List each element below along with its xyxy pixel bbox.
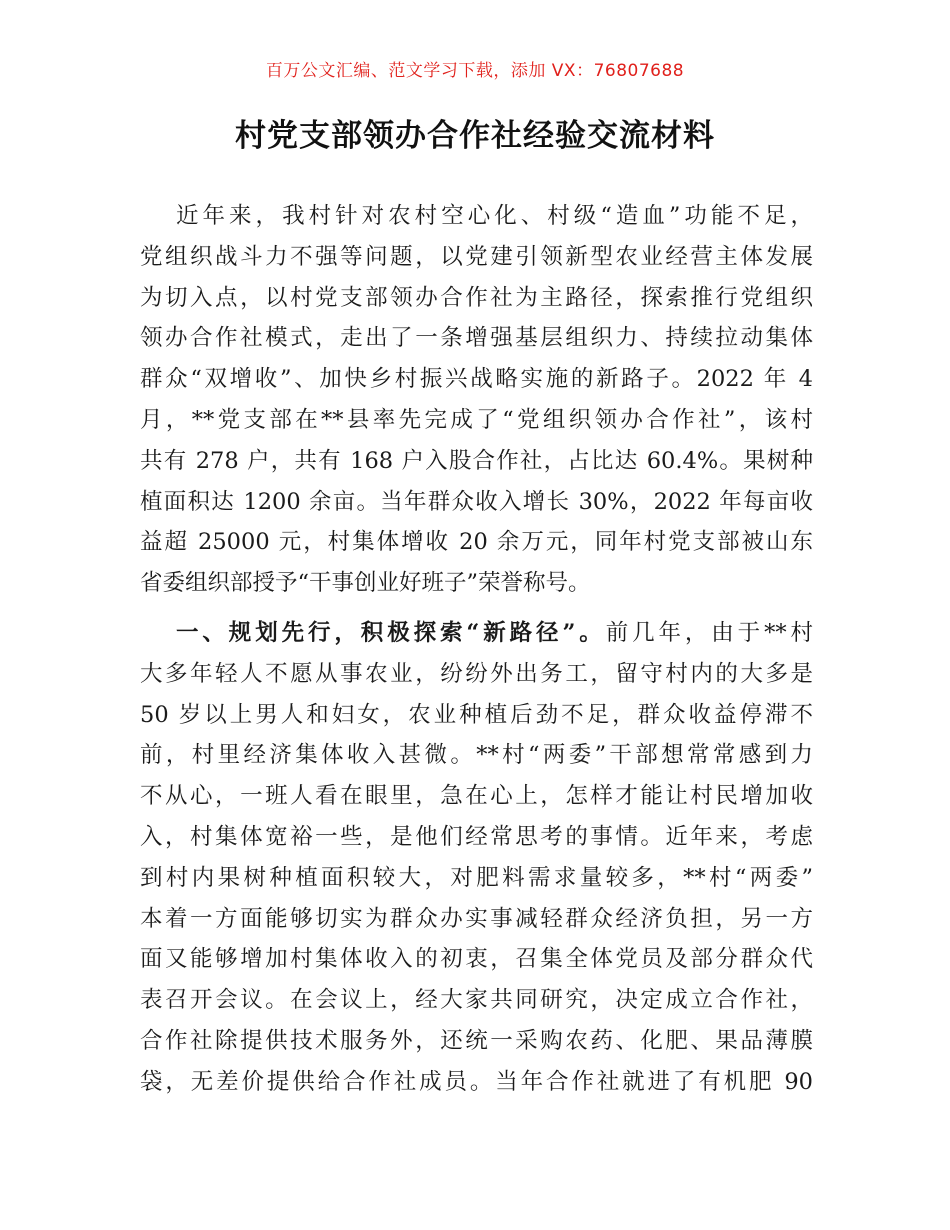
- text-line: 前，村里经济集体收入甚微。**村“两委”干部想常常感到力: [140, 742, 813, 769]
- text-line: 不从心，一班人看在眼里，急在心上，怎样才能让村民增加收: [140, 783, 813, 810]
- document-title: 村党支部领办合作社经验交流材料: [235, 118, 715, 154]
- text-line: 益超 25000 元，村集体增收 20 余万元，同年村党支部被山东: [140, 529, 813, 556]
- text-line: 省委组织部授予“干事创业好班子”荣誉称号。: [140, 570, 591, 597]
- text-line: 本着一方面能够切实为群众办实事减轻群众经济负担，另一方: [140, 905, 813, 932]
- text-line: 共有 278 户，共有 168 户入股合作社，占比达 60.4%。果树种: [140, 447, 813, 474]
- document-body: [140, 196, 813, 1103]
- text-line: 50 岁以上男人和妇女，农业种植后劲不足，群众收益停滞不: [140, 701, 813, 728]
- text-line: [140, 613, 813, 654]
- text-line: 为切入点，以村党支部领办合作社为主路径，探索推行党组织: [140, 284, 813, 311]
- paragraph-section-1: [140, 613, 813, 1103]
- text-line: 入，村集体宽裕一些，是他们经常思考的事情。近年来，考虑: [140, 823, 813, 850]
- text-line: 党组织战斗力不强等问题，以党建引领新型农业经营主体发展: [140, 243, 813, 270]
- text-line: 月，**党支部在**县率先完成了“党组织领办合作社”，该村: [140, 406, 813, 433]
- paragraph-intro: [140, 196, 813, 604]
- text-line: 合作社除提供技术服务外，还统一采购农药、化肥、果品薄膜: [140, 1027, 813, 1054]
- text-line: 群众“双增收”、加快乡村振兴战略实施的新路子。2022 年 4: [140, 366, 813, 393]
- text-line: 表召开会议。在会议上，经大家共同研究，决定成立合作社，: [140, 987, 813, 1014]
- section-1-first-line-text: 前几年，由于**村: [605, 619, 813, 646]
- section-heading-1: 一、规划先行，积极探索“新路径”。: [176, 619, 606, 646]
- text-line: 袋，无差价提供给合作社成员。当年合作社就进了有机肥 90: [140, 1068, 813, 1095]
- text-line: 到村内果树种植面积较大，对肥料需求量较多，**村“两委”: [140, 864, 813, 891]
- text-line: 近年来，我村针对农村空心化、村级“造血”功能不足，: [176, 203, 813, 229]
- text-line: 大多年轻人不愿从事农业，纷纷外出务工，留守村内的大多是: [140, 660, 813, 687]
- header-watermark-note: 百万公文汇编、范文学习下载，添加 VX：76807688: [265, 61, 685, 81]
- text-line: 植面积达 1200 余亩。当年群众收入增长 30%，2022 年每亩收: [140, 488, 813, 515]
- text-line: 面又能够增加村集体收入的初衷，召集全体党员及部分群众代: [140, 946, 813, 973]
- text-line: 领办合作社模式，走出了一条增强基层组织力、持续拉动集体: [140, 325, 813, 352]
